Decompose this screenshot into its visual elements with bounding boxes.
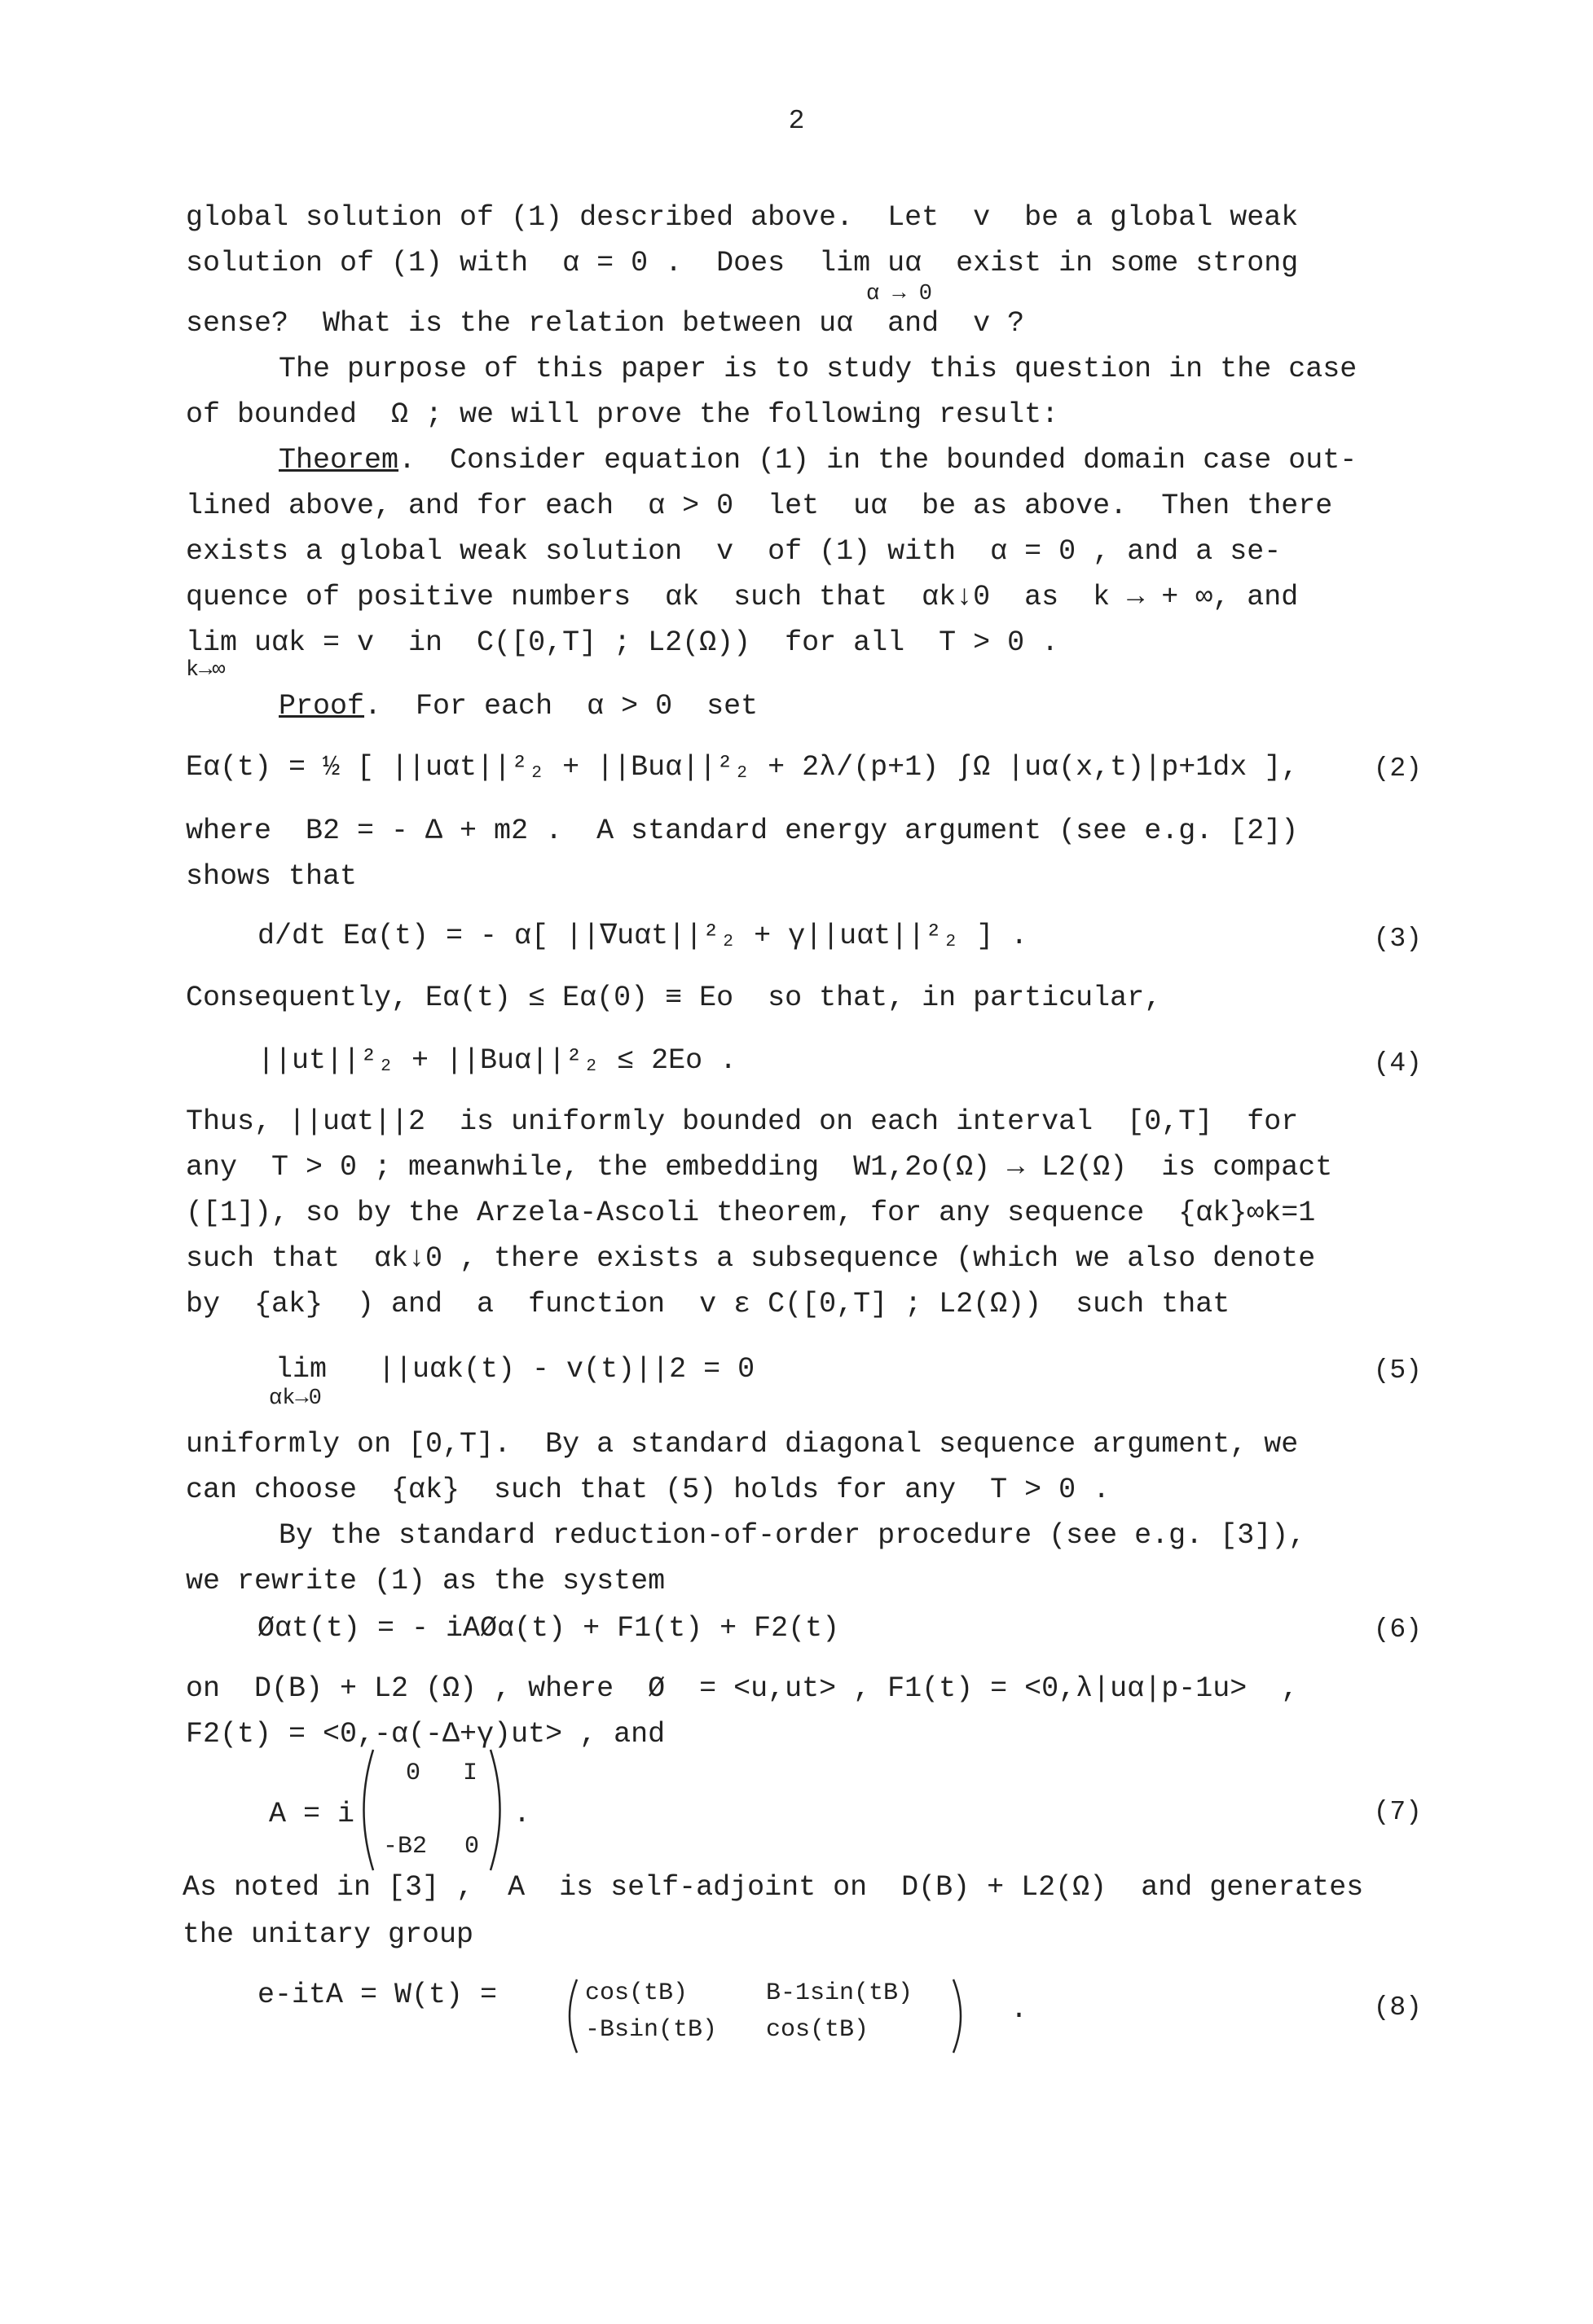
theorem-label: Theorem	[279, 444, 399, 477]
equation-number: (6)	[1373, 1614, 1422, 1645]
text-line: such that αk↓0 , there exists a subsequence (which we also denote	[186, 1242, 1316, 1275]
matrix-entry: B-1sin(tB)	[766, 1979, 913, 2007]
text-line: shows that	[186, 860, 358, 893]
equation-number: (7)	[1373, 1797, 1422, 1827]
matrix-entry: cos(tB)	[766, 2016, 869, 2044]
text-line: The purpose of this paper is to study this question in the case	[279, 353, 1358, 385]
text-line: quence of positive numbers αk such that αk↓0 as k → + ∞, and	[186, 581, 1299, 613]
text-line: any T > 0 ; meanwhile, the embedding W1,2o(Ω) → L2(Ω) is compact	[186, 1151, 1333, 1184]
text-line: lined above, and for each α > 0 let uα be as above. Then there	[186, 490, 1333, 522]
matrix-entry: cos(tB)	[585, 1979, 689, 2007]
text-line: uniformly on [0,T]. By a standard diagonal sequence argument, we	[186, 1428, 1299, 1461]
text-line: lim uαk = v in C([0,T] ; L2(Ω)) for all T > 0 .	[186, 626, 1059, 659]
equation-number: (4)	[1373, 1048, 1422, 1079]
matrix-entry: -Bsin(tB)	[585, 2016, 718, 2044]
proof-label: Proof	[279, 690, 365, 723]
equation: Øαt(t) = - iAØα(t) + F1(t) + F2(t)	[257, 1612, 840, 1645]
matrix-entry: I	[463, 1759, 478, 1787]
text-line: solution of (1) with α = 0 . Does lim uα exist in some strong	[186, 247, 1299, 279]
page-number: 2	[788, 106, 805, 136]
equation-number: (2)	[1373, 753, 1422, 784]
limit-subscript: αk→0	[269, 1386, 322, 1411]
text-line: As noted in [3] , A is self-adjoint on D(B) + L2(Ω) and generates	[183, 1871, 1364, 1904]
text-line: exists a global weak solution v of (1) with α = 0 , and a se-	[186, 535, 1282, 568]
text-line: where B2 = - Δ + m2 . A standard energy argument (see e.g. [2])	[186, 815, 1299, 847]
matrix-entry: 0	[406, 1759, 421, 1787]
text-line: Consequently, Eα(t) ≤ Eα(0) ≡ Eo so that, in particular,	[186, 982, 1162, 1014]
document-page: 2 global solution of (1) described above. Let v be a global weak solution of (1) with α = 0 . Does lim uα exist in some strong α → 0 sense? What is the relation between uα and v ? The purpose of this paper is to study this question in the case of bounded Ω ; we will prove the following result: Theorem. Consider equation (1) in the bounded domain case out- lined above, and for each α > 0 let uα be as above. Then there exists a global weak solution v of (1) with α = 0 , and a se- quence of positive numbers αk such that αk↓0 as k → + ∞, and lim uαk = v in C([0,T] ; L2(Ω)) for all T > 0 . k→∞ Proof. For each α > 0 set Eα(t) = ½ [ ||uαt||²₂ + ||Buα||²₂ + 2λ/(p+1) ∫Ω |uα(x,t)|p+1dx ], (2) where B2 = - Δ + m2 . A standard energy argument (see e.g. [2]) shows that d/dt Eα(t) = - α[ ||∇uαt||²₂ + γ||uαt||²₂ ] . (3) Consequently, Eα(t) ≤ Eα(0) ≡ Eo so that, in particular, ||ut||²₂ + ||Buα||²₂ ≤ 2Eo . (4) Thus, ||uαt||2 is uniformly bounded on each interval [0,T] for any T > 0 ; meanwhile, the embedding W1,2o(Ω) → L2(Ω) is compact ([1]), so by the Arzela-Ascoli theorem, for any sequence {αk}∞k=1 such that αk↓0 , there exists a subsequence (which we also denote by {ak} ) and a function v ε C([0,T] ; L2(Ω)) such that lim ||uαk(t) - v(t)||2 = 0 αk→0 (5) uniformly on [0,T]. By a standard diagonal sequence argument, we can choose {αk} such that (5) holds for any T > 0 . By the standard reduction-of-order procedure (see e.g. [3]), we rewrite (1) as the system Øαt(t) = - iAØα(t) + F1(t) + F2(t) (6) on D(B) + L2 (Ω) , where Ø = <u,ut> , F1(t) = <0,λ|uα|p-1u> , F2(t) = <0,-α(-Δ+γ)ut> , and A = i 0 I -B2 0 . (7) As noted in [3] , A is self-adjoint on D(B) + L2(Ω) and generates the unitary group e-itA = W(t) = cos(tB) B-1sin(tB) -Bsin(tB) cos(tB) . (8)	[0, 0, 1593, 2324]
text-line: can choose {αk} such that (5) holds for any T > 0 .	[186, 1474, 1111, 1506]
equation: lim ||uαk(t) - v(t)||2 = 0	[275, 1353, 755, 1386]
equation-lhs: e-itA = W(t) =	[257, 1979, 498, 2011]
text-line: the unitary group	[183, 1918, 474, 1951]
text-line: we rewrite (1) as the system	[186, 1565, 666, 1597]
matrix-entry: 0	[464, 1833, 480, 1861]
text-line: Thus, ||uαt||2 is uniformly bounded on each interval [0,T] for	[186, 1105, 1299, 1138]
text-line: by {ak} ) and a function v ε C([0,T] ; L2(Ω)) such that	[186, 1288, 1230, 1320]
equation-number: (5)	[1373, 1355, 1422, 1386]
matrix-entry: -B2	[383, 1833, 428, 1861]
text-line: By the standard reduction-of-order procedure (see e.g. [3]),	[279, 1519, 1306, 1552]
text-line: sense? What is the relation between uα and v ?	[186, 307, 1025, 340]
text-line: F2(t) = <0,-α(-Δ+γ)ut> , and	[186, 1718, 666, 1751]
equation: ||ut||²₂ + ||Buα||²₂ ≤ 2Eo .	[257, 1044, 737, 1077]
text-line: global solution of (1) described above. Let v be a global weak	[186, 201, 1299, 234]
text-line: on D(B) + L2 (Ω) , where Ø = <u,ut> , F1(t) = <0,λ|uα|p-1u> ,	[186, 1672, 1299, 1705]
text-span: . Consider equation (1) in the bounded domain case out-	[398, 444, 1358, 477]
equation-number: (8)	[1373, 1992, 1422, 2023]
equation: d/dt Eα(t) = - α[ ||∇uαt||²₂ + γ||uαt||²₂ ] .	[257, 920, 1028, 952]
equation-lhs: A = i	[269, 1798, 355, 1830]
equation-number: (3)	[1373, 924, 1422, 954]
text-line: ([1]), so by the Arzela-Ascoli theorem, for any sequence {αk}∞k=1	[186, 1197, 1316, 1229]
text-span: . For each α > 0 set	[364, 690, 759, 723]
limit-subscript: α → 0	[866, 282, 933, 306]
limit-subscript: k→∞	[186, 658, 226, 683]
equation: Eα(t) = ½ [ ||uαt||²₂ + ||Buα||²₂ + 2λ/(p+1) ∫Ω |uα(x,t)|p+1dx ],	[186, 751, 1299, 784]
text-line: of bounded Ω ; we will prove the following result:	[186, 398, 1059, 431]
